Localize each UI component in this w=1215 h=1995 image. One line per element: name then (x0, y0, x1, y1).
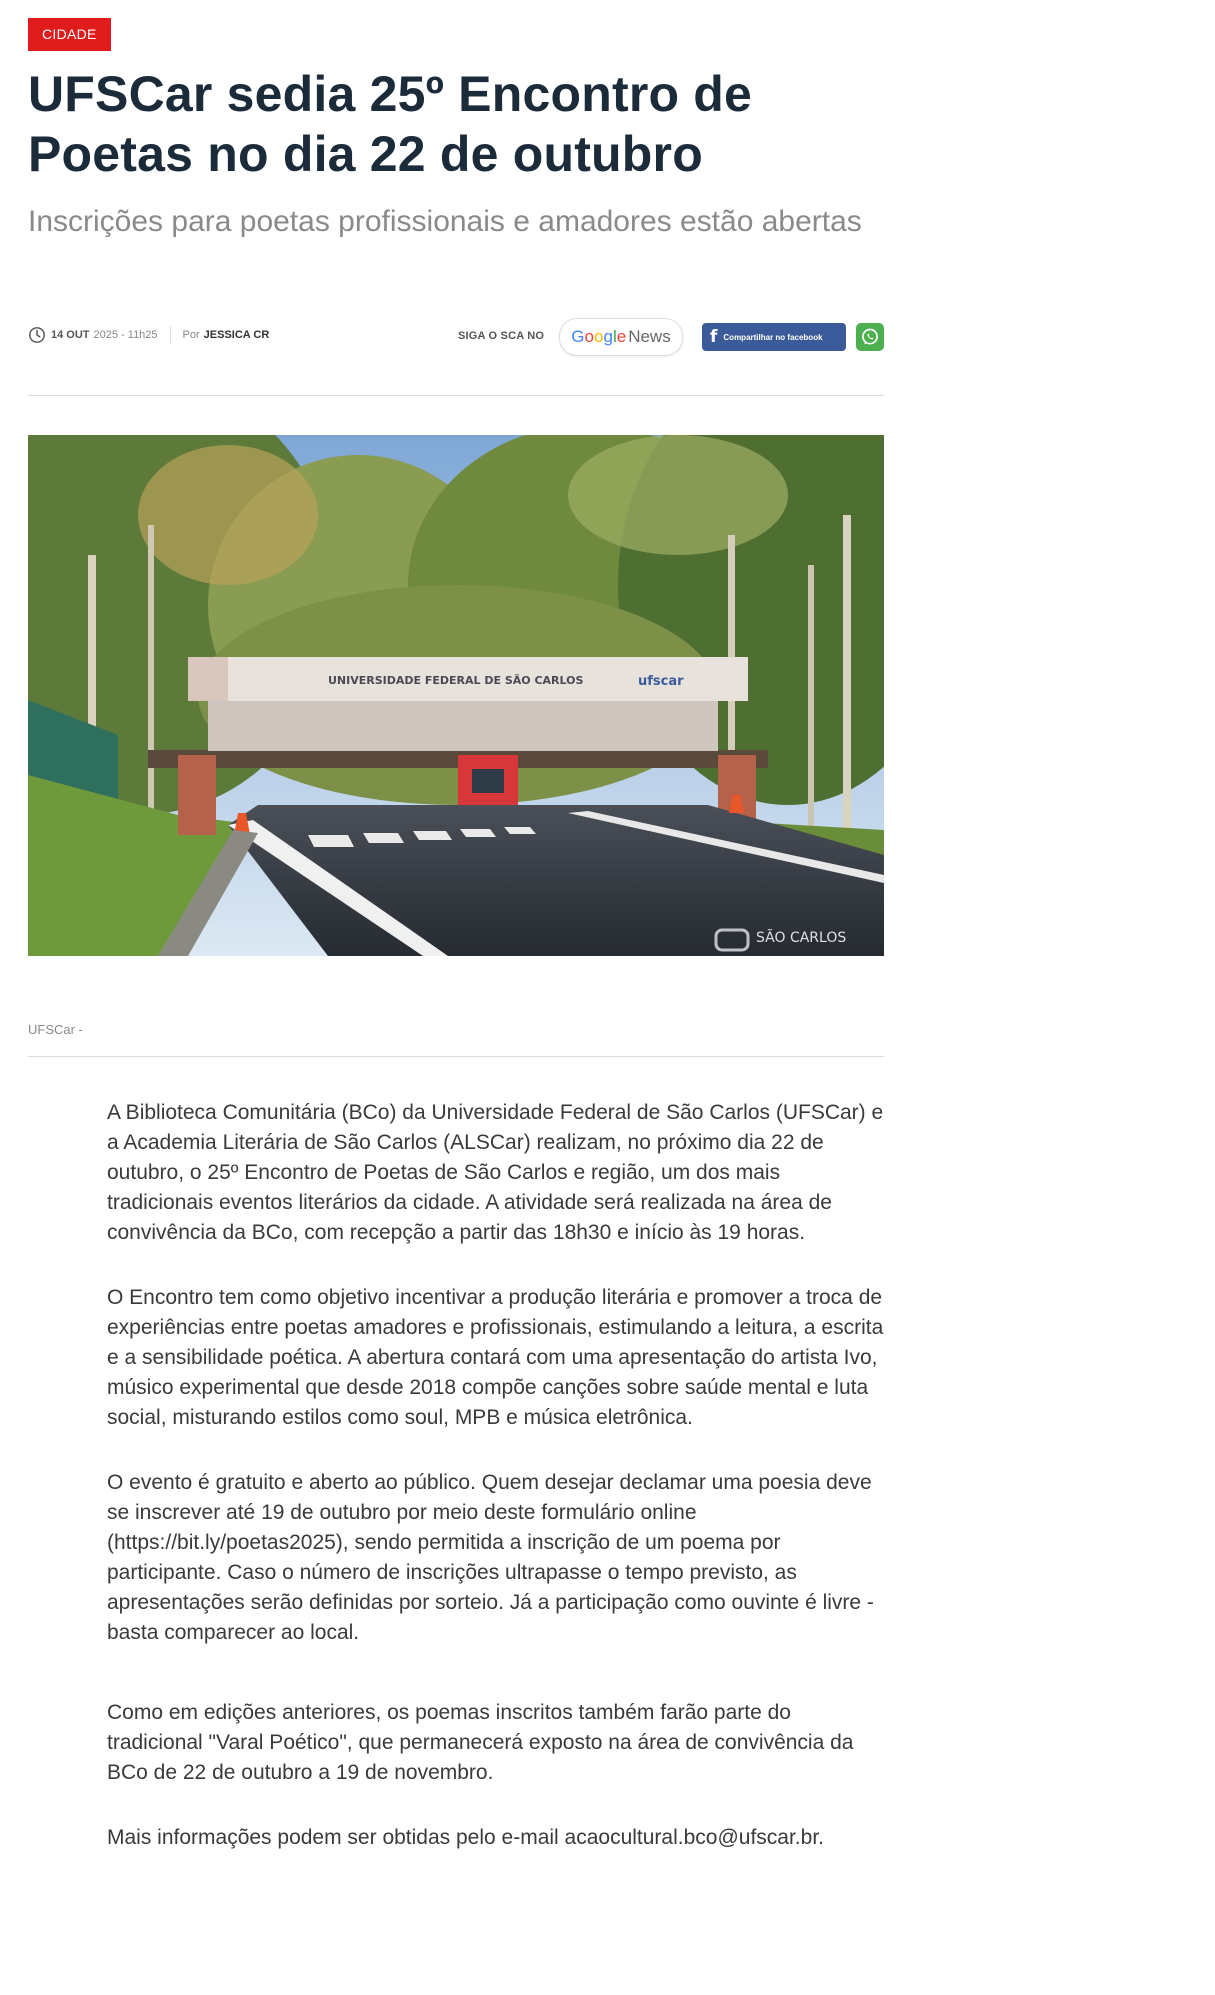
facebook-share-button[interactable] (702, 323, 846, 351)
google-news-button[interactable] (559, 318, 683, 356)
publish-date: 14 OUT (51, 329, 90, 341)
article-photo (28, 435, 884, 956)
article-paragraph: O evento é gratuito e aberto ao público. Quem desejar declamar uma poesia deve se inscrever até 19 de outubro por meio deste formulário online (https://bit.ly/poetas2025), sendo permitida a inscrição de um poema por participante. Caso o número de inscrições ultrapasse o tempo previsto, as apresentações serão definidas por sorteio. Já a participação como ouvinte é livre - basta comparecer ao local. (107, 1471, 874, 1644)
photo-watermark: SÃO CARLOS (756, 930, 847, 946)
publish-info (28, 326, 269, 344)
meta-divider-line (28, 395, 884, 396)
publish-time: 2025 - 11h25 (93, 329, 158, 341)
campus-gate-photo (28, 435, 884, 956)
category-badge[interactable]: CIDADE (28, 18, 111, 51)
google-news-logo: Google (571, 327, 627, 346)
article-paragraph: A Biblioteca Comunitária (BCo) da Universidade Federal de São Carlos (UFSCar) e a Academia Literária de São Carlos (ALSCar) realizam, no próximo dia 22 de outubro, o 25º Encontro de Poetas de São Carlos e região, um dos mais tradicionais eventos literários da cidade. A atividade será realizada na área de convivência da BCo, com recepção a partir das 18h30 e início às 19 horas. (107, 1101, 884, 1244)
facebook-share-label: Compartilhar no facebook (723, 332, 823, 342)
meta-divider (170, 326, 171, 344)
google-news-label: News (628, 327, 671, 346)
clock-icon (28, 326, 46, 344)
gate-logo-text: ufscar (638, 674, 684, 689)
facebook-icon: f (710, 327, 718, 347)
gate-sign-text: UNIVERSIDADE FEDERAL DE SÃO CARLOS (328, 674, 584, 687)
follow-label: SIGA O SCA NO (458, 330, 545, 342)
article-paragraph: Como em edições anteriores, os poemas inscritos também farão parte do tradicional "Varal Poético", que permanecerá exposto na área de convivência da BCo de 22 de outubro a 19 de novembro. (107, 1701, 854, 1784)
whatsapp-share-button[interactable] (856, 323, 884, 351)
article-body (107, 1098, 885, 1888)
article-paragraph: O Encontro tem como objetivo incentivar a produção literária e promover a troca de experiências entre poetas amadores e profissionais, estimulando a leitura, a escrita e a sensibilidade poética. A abertura contará com uma apresentação do artista Ivo, músico experimental que desde 2018 compõe canções sobre saúde mental e luta social, misturando estilos como soul, MPB e música eletrônica. (107, 1286, 884, 1429)
caption-divider-line (28, 1056, 884, 1057)
whatsapp-icon (860, 327, 880, 347)
article-title: UFSCar sedia 25º Encontro de Poetas no dia 22 de outubro (28, 66, 753, 182)
article-paragraph-contact: Mais informações podem ser obtidas pelo e-mail acaocultural.bco@ufscar.br. (107, 1826, 824, 1849)
by-label: Por (182, 329, 200, 341)
author-name[interactable]: JESSICA CR (203, 329, 270, 341)
article-meta-bar (28, 316, 884, 356)
article-subtitle: Inscrições para poetas profissionais e amadores estão abertas (28, 205, 862, 238)
photo-caption: UFSCar - (28, 1022, 83, 1037)
